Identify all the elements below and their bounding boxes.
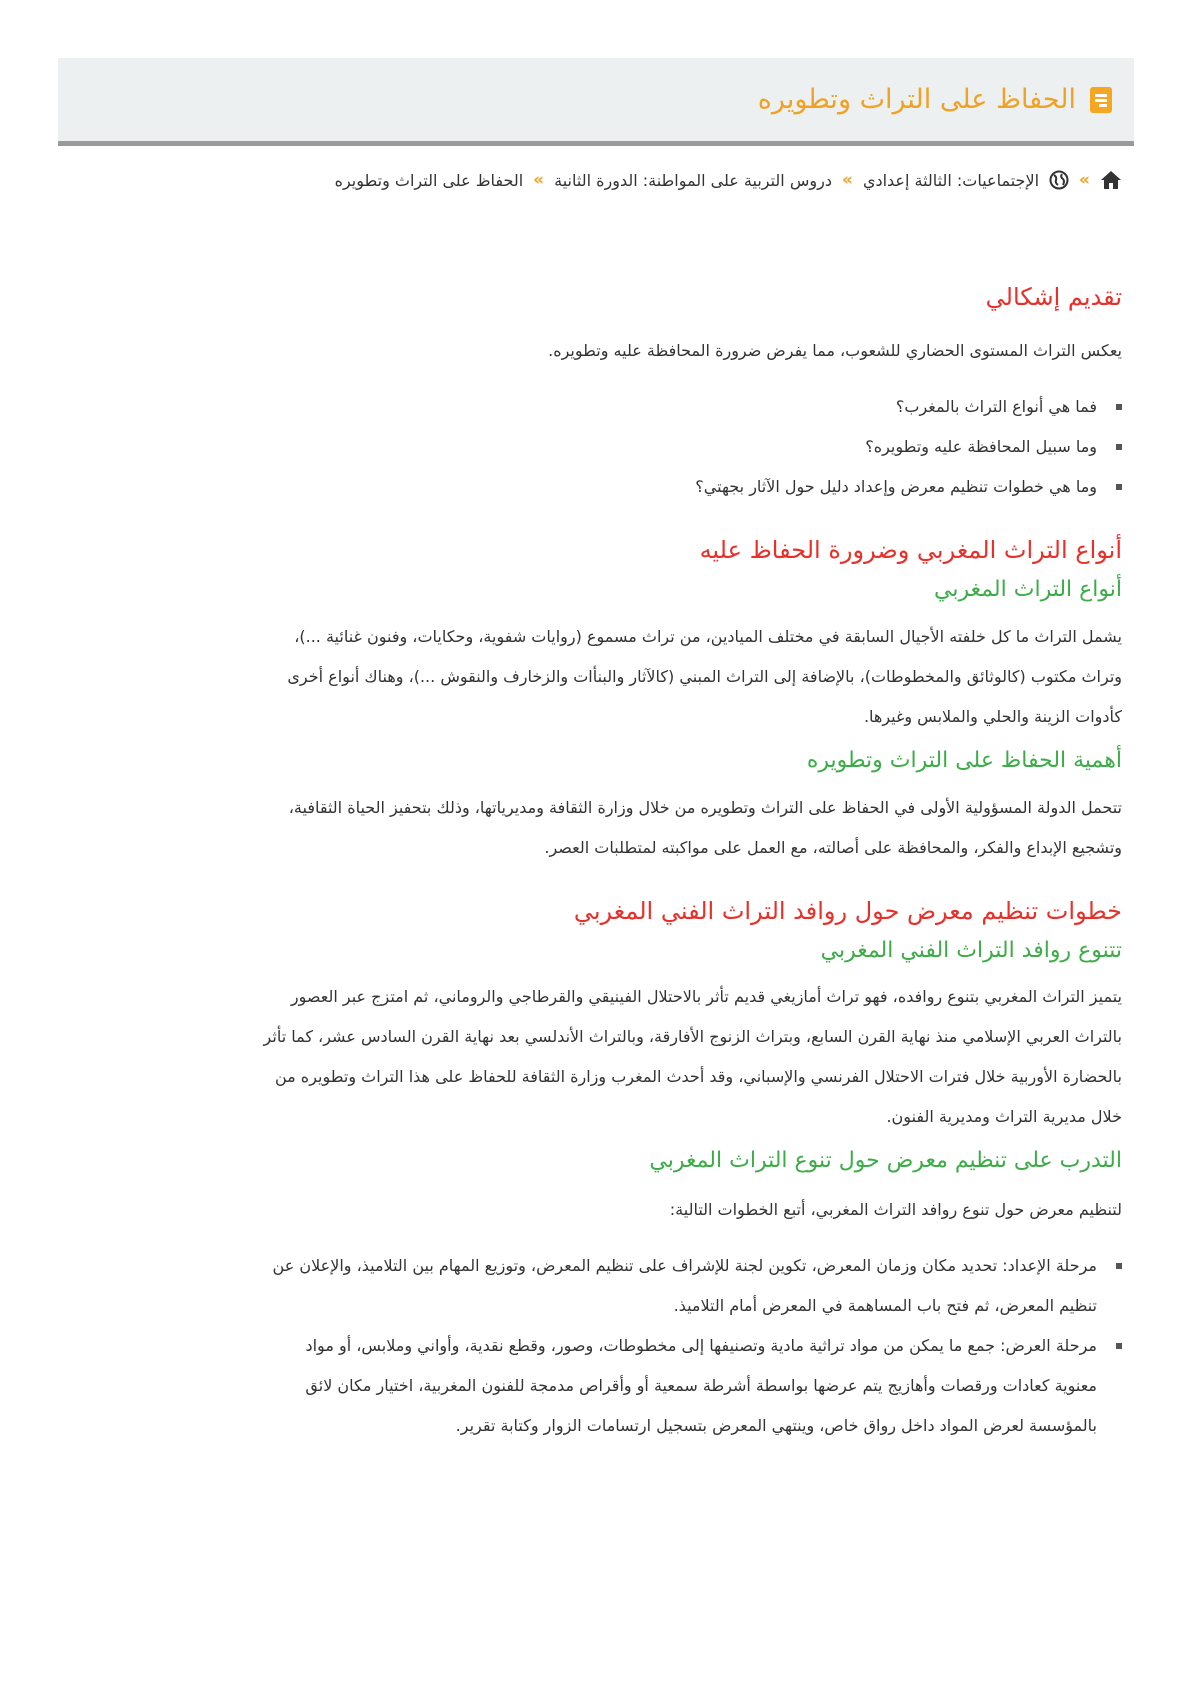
section-heading-heritage-types: أنواع التراث المغربي وضرورة الحفاظ عليه bbox=[699, 536, 1122, 565]
list-item: وما هي خطوات تنظيم معرض وإعداد دليل حول الآثار بجهتي؟ bbox=[92, 467, 1097, 507]
step-line: تنظيم المعرض، ثم فتح باب المساهمة في المعرض أمام التلاميذ. bbox=[673, 1295, 1097, 1315]
breadcrumb-separator: » bbox=[533, 170, 545, 190]
list-item bbox=[92, 1326, 1097, 1446]
steps-intro: لتنظيم معرض حول تنوع روافد التراث المغربي، أتبع الخطوات التالية: bbox=[669, 1199, 1122, 1219]
list-item bbox=[92, 1246, 1097, 1326]
paragraph bbox=[92, 977, 1122, 1137]
intro-question-list bbox=[92, 387, 1122, 507]
subsection-heading: تتنوع روافد التراث الفني المغربي bbox=[820, 937, 1122, 963]
subsection-heading: أنواع التراث المغربي bbox=[934, 577, 1122, 603]
title-bar bbox=[58, 58, 1134, 146]
paragraph-line: يشمل التراث ما كل خلفته الأجيال السابقة في مختلف الميادين، من تراث مسموع (روايات شفوية، وحكايات، وفنون غنائية ...)، bbox=[294, 626, 1122, 646]
breadcrumb-separator: » bbox=[1079, 170, 1090, 190]
paragraph-line: بالحضارة الأوربية خلال فترات الاحتلال الفرنسي والإسباني، وقد أحدث المغرب وزارة الثقافة للحفاظ على هذا التراث وتطويره من bbox=[274, 1067, 1122, 1087]
subsection-heading: أهمية الحفاظ على التراث وتطويره bbox=[806, 747, 1122, 773]
globe-icon bbox=[1049, 170, 1069, 190]
paragraph-line: وتراث مكتوب (كالوثائق والمخطوطات)، بالإضافة إلى التراث المبني (كالآثار والبنأات والزخارف والنقوش ...)، وهناك أنواع أخرى bbox=[287, 666, 1122, 686]
breadcrumb bbox=[335, 170, 1122, 190]
breadcrumb-item-current: الحفاظ على التراث وتطويره bbox=[334, 170, 524, 190]
step-line: مرحلة العرض: جمع ما يمكن من مواد تراثية مادية وتصنيفها إلى مخطوطات، وصور، وقطع نقدية، وأواني وملابس، أو مواد bbox=[305, 1335, 1097, 1355]
paragraph-line: يتميز التراث المغربي بتنوع روافده، فهو تراث أمازيغي قديم تأثر بالاحتلال الفينيقي والقرطاجي والروماني، ثم امتزج عبر العصور bbox=[290, 987, 1122, 1007]
article-content bbox=[92, 282, 1122, 1446]
subsection-heading: التدرب على تنظيم معرض حول تنوع التراث المغربي bbox=[649, 1148, 1122, 1174]
breadcrumb-separator: » bbox=[841, 170, 853, 190]
breadcrumb-item-unit[interactable]: دروس التربية على المواطنة: الدورة الثانية bbox=[554, 170, 832, 190]
document-icon bbox=[1090, 87, 1112, 113]
home-icon[interactable] bbox=[1100, 170, 1122, 190]
page-title: الحفاظ على التراث وتطويره bbox=[757, 84, 1076, 115]
paragraph bbox=[92, 617, 1122, 737]
step-line: مرحلة الإعداد: تحديد مكان وزمان المعرض، تكوين لجنة للإشراف على تنظيم المعرض، وتوزيع المهام بين التلاميذ، والإعلان عن bbox=[272, 1255, 1097, 1275]
steps-list bbox=[92, 1246, 1122, 1446]
section-heading-intro: تقديم إشكالي bbox=[985, 283, 1122, 311]
paragraph-line: كأدوات الزينة والحلي والملابس وغيرها. bbox=[863, 706, 1122, 726]
paragraph-line: خلال مديرية التراث ومديرية الفنون. bbox=[886, 1107, 1122, 1127]
step-line: معنوية كعادات ورقصات وأهازيج يتم عرضها بواسطة أشرطة سمعية أو وأقراص مدمجة للفنون المغربية، اختيار مكان لائق bbox=[305, 1375, 1097, 1395]
step-line: بالمؤسسة لعرض المواد داخل رواق خاص، وينتهي المعرض بتسجيل ارتسامات الزوار وكتابة تقرير. bbox=[455, 1415, 1097, 1435]
section-heading-exhibition: خطوات تنظيم معرض حول روافد التراث الفني المغربي bbox=[573, 896, 1122, 925]
paragraph bbox=[92, 788, 1122, 868]
intro-paragraph: يعكس التراث المستوى الحضاري للشعوب، مما يفرض ضرورة المحافظة عليه وتطويره. bbox=[548, 341, 1122, 361]
paragraph-line: تتحمل الدولة المسؤولية الأولى في الحفاظ على التراث وتطويره من خلال وزارة الثقافة ومديرياتها، وذلك بتحفيز الحياة الثقافية، bbox=[288, 797, 1122, 817]
paragraph-line: وتشجيع الإبداع والفكر، والمحافظة على أصالته، مع العمل على مواكبته لمتطلبات العصر. bbox=[544, 837, 1122, 857]
list-item: وما سبيل المحافظة عليه وتطويره؟ bbox=[92, 427, 1097, 467]
paragraph-line: بالتراث العربي الإسلامي منذ نهاية القرن السابع، وبتراث الزنوج الأفارقة، وبالتراث الأندلسي بعد نهاية القرن السادس عشر، كما تأثر bbox=[263, 1027, 1122, 1047]
breadcrumb-item-grade[interactable]: الإجتماعيات: الثالثة إعدادي bbox=[862, 170, 1040, 190]
list-item: فما هي أنواع التراث بالمغرب؟ bbox=[92, 387, 1097, 427]
